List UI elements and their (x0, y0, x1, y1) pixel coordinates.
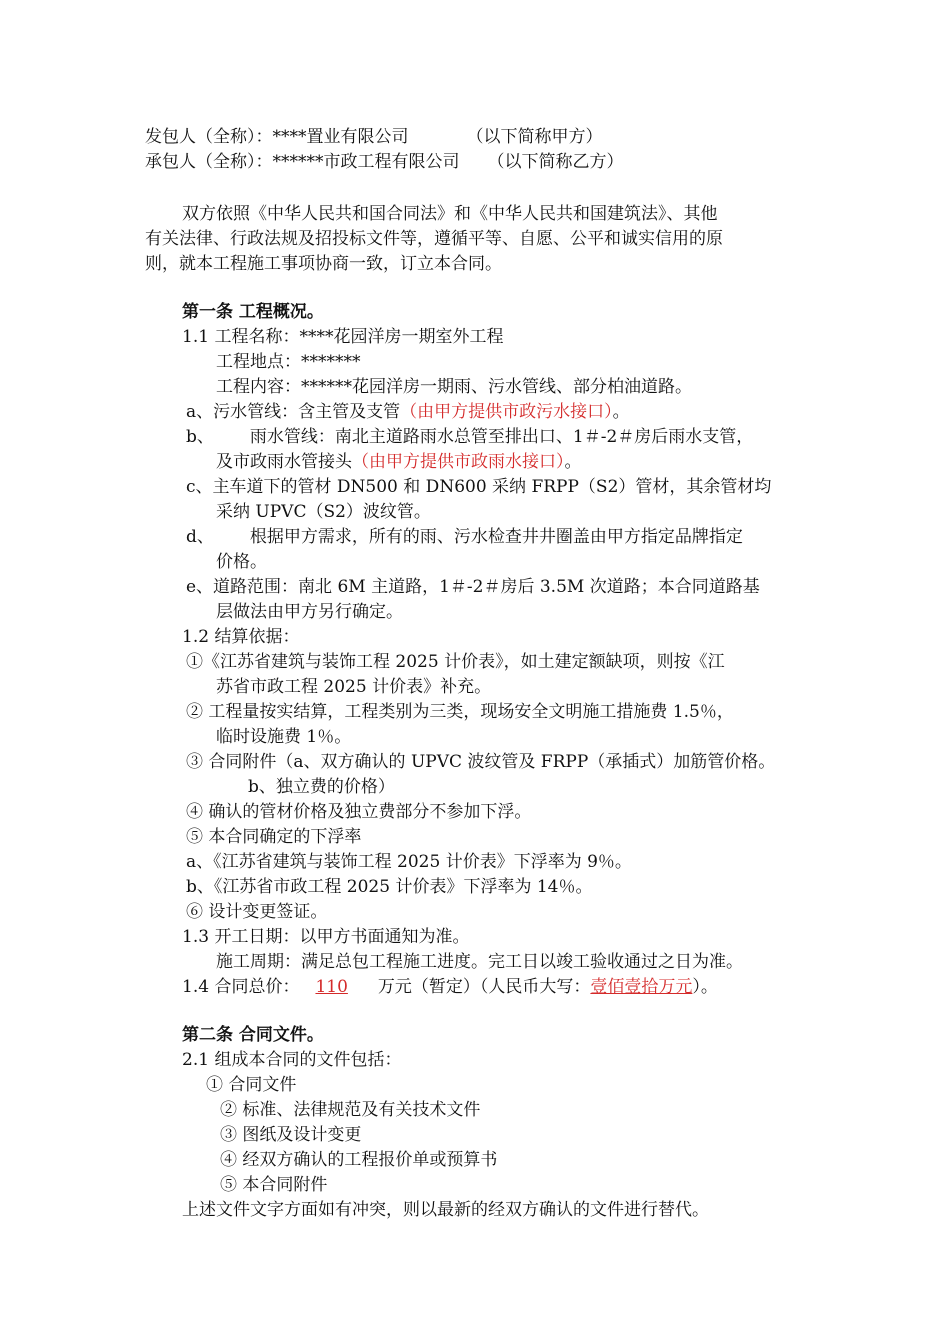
price-tail: ）。 (692, 977, 718, 997)
item-d-text-1: 根据甲方需求，所有的雨、污水检查井井圈盖由甲方指定品牌指定 (249, 527, 743, 547)
intro-line-1: 双方依照《中华人民共和国合同法》和《中华人民共和国建筑法》、其他 (182, 204, 718, 224)
settlement-heading: 1.2 结算依据： (182, 627, 300, 647)
item-a-text: a、污水管线：含主管及支管 (186, 402, 401, 422)
item-b-text-1: 雨水管线：南北主道路雨水总管至排出口、1＃-2＃房后雨水支管， (249, 427, 754, 447)
employer-line (145, 125, 603, 150)
document-item-4: ④ 经双方确认的工程报价单或预算书 (220, 1150, 498, 1170)
item-a-tail: 。 (612, 402, 630, 422)
settlement-5b-line: b、《江苏省市政工程 2025 计价表》下浮率为 14％。 (186, 877, 593, 897)
item-b-tail: 。 (564, 452, 582, 472)
employer-name: ****置业有限公司 (272, 127, 409, 147)
article2-intro: 2.1 组成本合同的文件包括： (182, 1050, 402, 1070)
intro-line-3: 则，就本工程施工事项协商一致，订立本合同。 (145, 254, 502, 274)
price-label: 1.4 合同总价： (182, 977, 300, 997)
item-b-red-note: （由甲方提供市政雨水接口） (352, 452, 565, 472)
item-a-line (186, 400, 630, 425)
article2-closing: 上述文件文字方面如有冲突，则以最新的经双方确认的文件进行替代。 (182, 1200, 709, 1220)
intro-line-2: 有关法律、行政法规及招投标文件等，遵循平等、自愿、公平和诚实信用的原 (145, 229, 723, 249)
contractor-label: 承包人（全称）： (145, 152, 273, 172)
item-d-line-2: 价格。 (216, 552, 267, 572)
start-date-line: 1.3 开工日期：以甲方书面通知为准。 (182, 927, 470, 947)
settlement-6-line: ⑥ 设计变更签证。 (186, 902, 328, 922)
contractor-name: ******市政工程有限公司 (272, 152, 460, 172)
project-location-line: 工程地点：******* (216, 352, 361, 372)
item-b-line-1 (186, 425, 753, 450)
settlement-1-line-2: 苏省市政工程 2025 计价表》补充。 (216, 677, 492, 697)
construction-period-line: 施工周期：满足总包工程施工进度。完工日以竣工验收通过之日为准。 (216, 952, 743, 972)
article2-heading: 第二条 合同文件。 (182, 1025, 324, 1045)
contractor-note: （以下简称乙方） (487, 152, 624, 172)
item-c-line-2: 采纳 UPVC（S2）波纹管。 (216, 502, 431, 522)
settlement-4-line: ④ 确认的管材价格及独立费部分不参加下浮。 (186, 802, 532, 822)
item-b-label: b、 (186, 427, 214, 447)
article1-heading: 第一条 工程概况。 (182, 302, 324, 322)
item-b-line-2 (216, 450, 582, 475)
contract-price-line (182, 975, 718, 1000)
settlement-1-line-1: ①《江苏省建筑与装饰工程 2025 计价表》，如土建定额缺项，则按《江 (186, 652, 725, 672)
item-c-line-1: c、主车道下的管材 DN500 和 DN600 采纳 FRPP（S2）管材，其余管材均 (186, 477, 772, 497)
item-d-label: d、 (186, 527, 214, 547)
item-e-line-1: e、道路范围：南北 6M 主道路，1＃-2＃房后 3.5M 次道路；本合同道路基 (186, 577, 760, 597)
project-name-line: 1.1 工程名称：****花园洋房一期室外工程 (182, 327, 504, 347)
settlement-3-line-2: b、独立费的价格） (248, 777, 395, 797)
document-item-5: ⑤ 本合同附件 (220, 1175, 328, 1195)
settlement-5a-line: a、《江苏省建筑与装饰工程 2025 计价表》下浮率为 9％。 (186, 852, 632, 872)
price-unit: 万元（暂定）（人民币大写： (377, 977, 591, 997)
item-e-line-2: 层做法由甲方另行确定。 (216, 602, 403, 622)
project-content-line: 工程内容：******花园洋房一期雨、污水管线、部分柏油道路。 (216, 377, 692, 397)
contractor-line (145, 150, 624, 175)
item-b-text-2: 及市政雨水管接头 (216, 452, 352, 472)
price-words: 壹佰壹拾万元 (590, 977, 693, 997)
settlement-5-line: ⑤ 本合同确定的下浮率 (186, 827, 362, 847)
item-a-red-note: （由甲方提供市政污水接口） (400, 402, 613, 422)
document-item-1: ① 合同文件 (206, 1075, 297, 1095)
employer-note: （以下简称甲方） (466, 127, 603, 147)
document-item-2: ② 标准、法律规范及有关技术文件 (220, 1100, 481, 1120)
settlement-2-line-2: 临时设施费 1％。 (216, 727, 352, 747)
price-value: 110 (315, 977, 348, 997)
document-item-3: ③ 图纸及设计变更 (220, 1125, 362, 1145)
employer-label: 发包人（全称）： (145, 127, 273, 147)
settlement-3-line-1: ③ 合同附件（a、双方确认的 UPVC 波纹管及 FRPP（承插式）加筋管价格。 (186, 752, 776, 772)
settlement-2-line-1: ② 工程量按实结算，工程类别为三类，现场安全文明施工措施费 1.5％， (186, 702, 734, 722)
item-d-line-1 (186, 525, 743, 550)
